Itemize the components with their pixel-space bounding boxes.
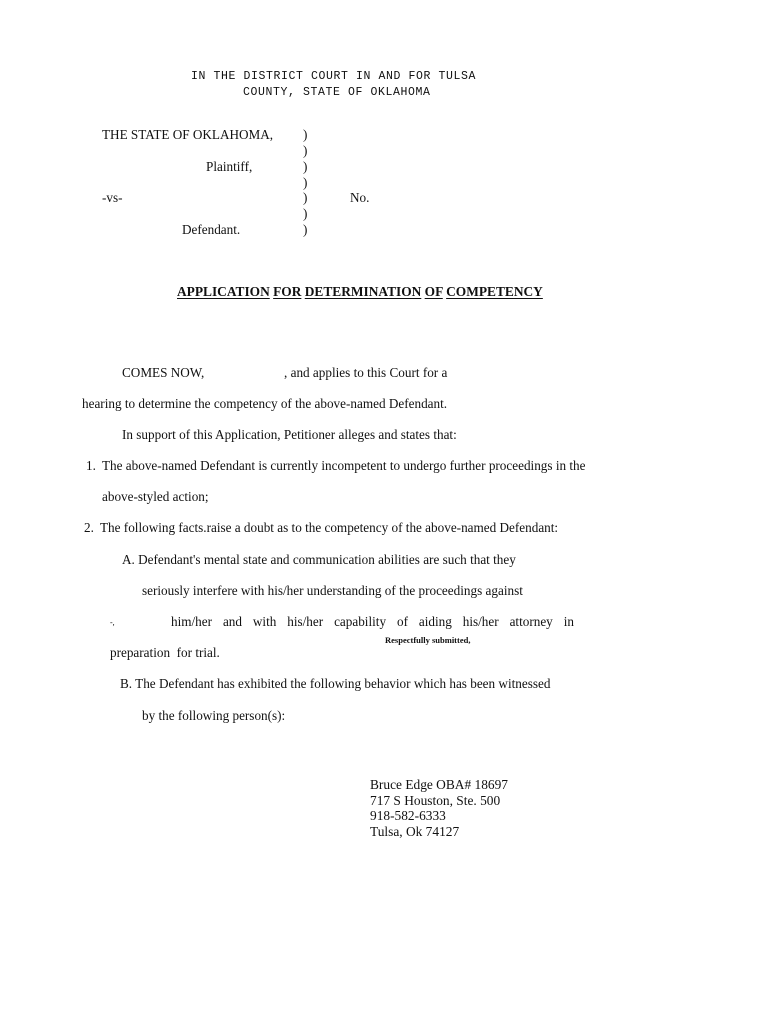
comes-now-label: COMES NOW,: [122, 365, 205, 380]
item-a-word: his/her: [462, 614, 499, 629]
item-1-line-1: The above-named Defendant is currently incompetent to undergo further proceedings in the: [102, 458, 586, 473]
item-a-line-2: seriously interfere with his/her understanding of the proceedings against: [142, 583, 523, 598]
item-a-word: and: [222, 614, 242, 629]
caption-paren: ): [303, 206, 308, 221]
item-a-line-3: [171, 614, 574, 630]
item-1-number: 1.: [86, 458, 96, 473]
caption-paren: ): [303, 143, 308, 158]
caption-paren: ): [303, 175, 308, 190]
attorney-address: 717 S Houston, Ste. 500: [370, 792, 501, 808]
caption-plaintiff: Plaintiff,: [206, 159, 253, 174]
document-title: [177, 284, 543, 300]
caption-case-number-label: No.: [350, 190, 370, 205]
item-a-word: capability: [334, 614, 387, 629]
item-1-line-2: above-styled action;: [102, 489, 209, 504]
caption-party-state: THE STATE OF OKLAHOMA,: [102, 127, 274, 142]
signature-block: [370, 777, 508, 839]
hearing-text: hearing to determine the competency of the above-named Defendant.: [82, 396, 448, 411]
stray-mark: -,: [110, 618, 115, 627]
item-2-number: 2.: [84, 520, 94, 535]
title-word: COMPETENCY: [446, 284, 543, 299]
comes-now-rest: , and applies to this Court for a: [284, 365, 448, 380]
item-a-word: in: [563, 614, 574, 629]
item-a-word: of: [396, 614, 408, 629]
title-word: OF: [424, 284, 443, 299]
caption-defendant: Defendant.: [182, 222, 241, 237]
item-b-line-1: B. The Defendant has exhibited the following behavior which has been witnessed: [120, 676, 551, 691]
caption-vs: -vs-: [102, 190, 123, 205]
respectfully-submitted: Respectfully submitted,: [385, 635, 471, 645]
caption-paren: ): [303, 159, 308, 174]
item-a-line-4: preparation for trial.: [110, 645, 220, 660]
attorney-city: Tulsa, Ok 74127: [370, 823, 460, 839]
caption-paren: ): [303, 127, 308, 142]
item-a-word: his/her: [287, 614, 324, 629]
item-2-line-1: The following facts.raise a doubt as to the competency of the above-named Defendant:: [100, 520, 559, 535]
title-word: DETERMINATION: [304, 284, 422, 299]
item-a-word: aiding: [418, 614, 452, 629]
attorney-phone: 918-582-6333: [370, 808, 446, 823]
item-a-word: him/her: [171, 614, 213, 629]
support-text: In support of this Application, Petitioner alleges and states that:: [122, 427, 457, 442]
title-word: FOR: [273, 284, 302, 299]
court-header-line-2: COUNTY, STATE OF OKLAHOMA: [243, 86, 431, 99]
title-word: APPLICATION: [177, 284, 270, 299]
item-a-line-1: A. Defendant's mental state and communication abilities are such that they: [122, 552, 516, 567]
caption-paren: ): [303, 222, 308, 237]
item-a-word: attorney: [509, 614, 553, 629]
court-header-line-1: IN THE DISTRICT COURT IN AND FOR TULSA: [191, 70, 477, 83]
attorney-name: Bruce Edge OBA# 18697: [370, 777, 508, 792]
item-b-line-2: by the following person(s):: [142, 708, 286, 723]
caption-paren: ): [303, 190, 308, 205]
item-a-word: with: [252, 614, 277, 629]
